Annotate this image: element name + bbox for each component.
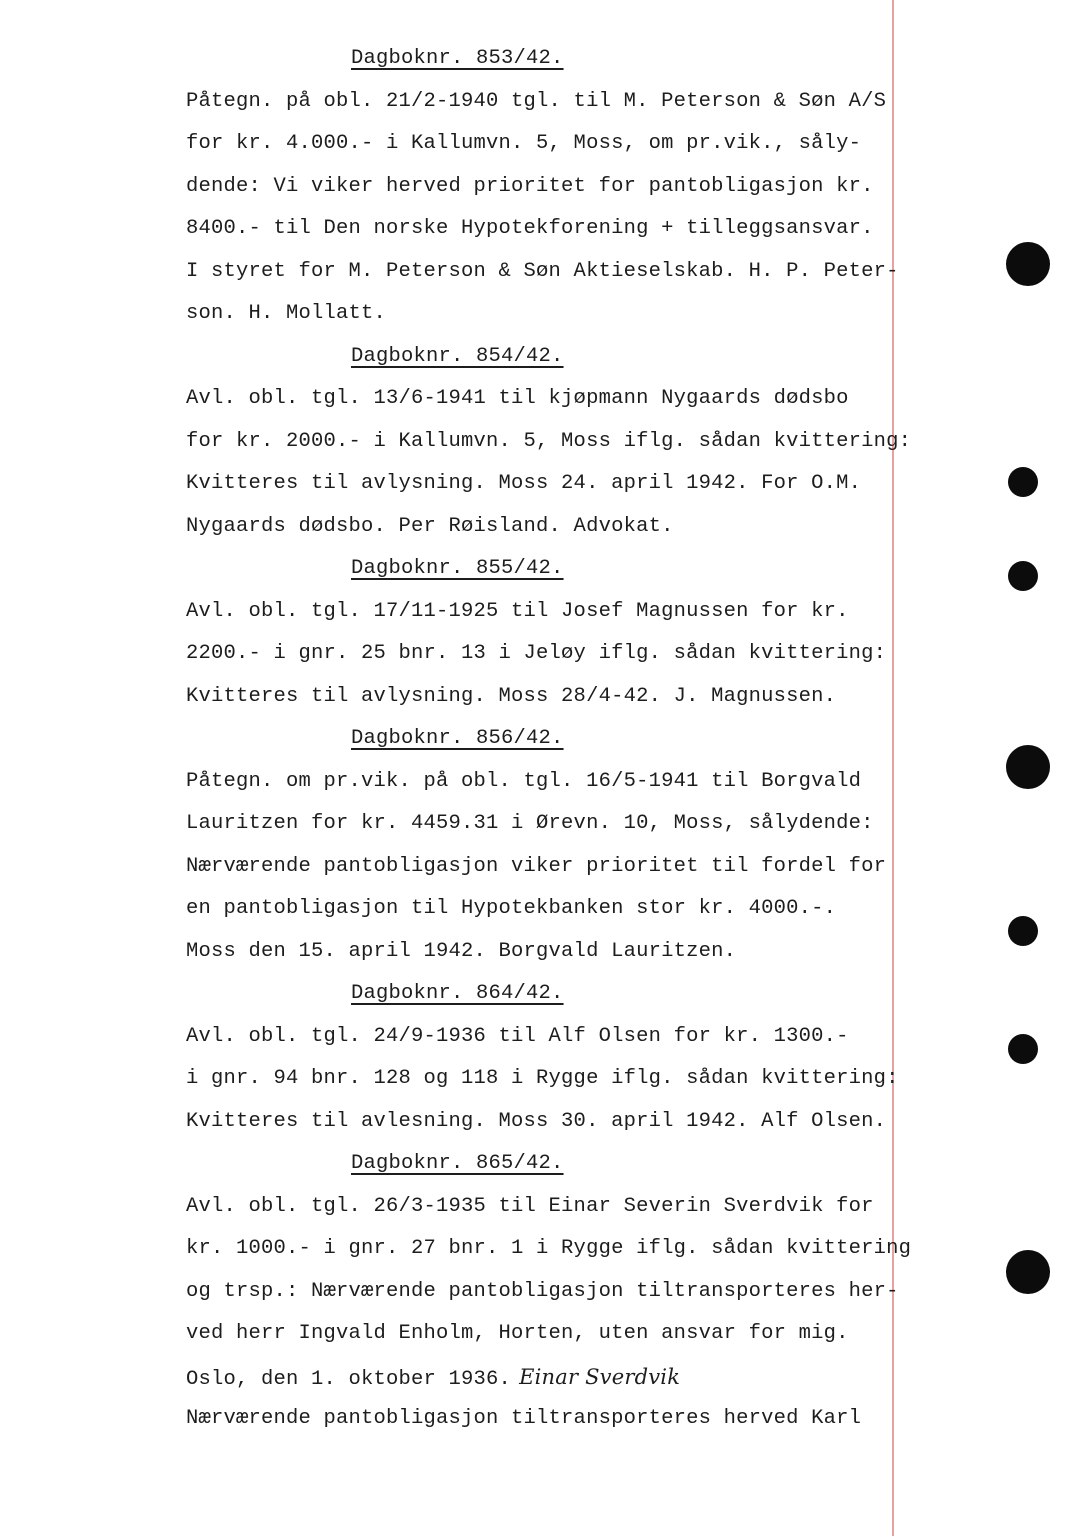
- entry-line: for kr. 2000.- i Kallumvn. 5, Moss iflg. sådan kvittering:: [186, 429, 912, 453]
- punch-hole-icon: [1006, 242, 1050, 286]
- entry-line: Nærværende pantobligasjon viker prioritet til fordel for: [186, 854, 887, 878]
- entry-line: son. H. Mollatt.: [186, 302, 387, 325]
- entry-line: dende: Vi viker herved prioritet for pantobligasjon kr.: [186, 174, 874, 198]
- entry-line-text: Oslo, den 1. oktober 1936.: [186, 1367, 512, 1391]
- punch-hole-icon: [1008, 561, 1038, 591]
- entry-heading: Dagboknr. 865/42.: [351, 1152, 564, 1175]
- entry-line: Moss den 15. april 1942. Borgvald Lauritzen.: [186, 939, 737, 963]
- entry-line: Påtegn. om pr.vik. på obl. tgl. 16/5-1941 til Borgvald: [186, 769, 862, 793]
- entry-line: Lauritzen for kr. 4459.31 i Ørevn. 10, Moss, sålydende:: [186, 812, 874, 835]
- entry-line: [186, 1356, 926, 1399]
- document-text: [186, 38, 926, 1441]
- entry-line: Nærværende pantobligasjon tiltransporteres herved Karl: [186, 1407, 862, 1430]
- entry-heading: Dagboknr. 854/42.: [351, 344, 564, 368]
- entry-line: Kvitteres til avlysning. Moss 28/4-42. J. Magnussen.: [186, 684, 837, 708]
- entry-line: i gnr. 94 bnr. 128 og 118 i Rygge iflg. sådan kvittering:: [186, 1067, 899, 1090]
- entry-line: for kr. 4.000.- i Kallumvn. 5, Moss, om pr.vik., såly-: [186, 132, 862, 155]
- punch-hole-icon: [1006, 745, 1050, 789]
- entry-line: en pantobligasjon til Hypotekbanken stor kr. 4000.-.: [186, 897, 837, 920]
- entry-line: Kvitteres til avlesning. Moss 30. april 1942. Alf Olsen.: [186, 1109, 887, 1133]
- entry-line: 8400.- til Den norske Hypotekforening + tilleggsansvar.: [186, 217, 874, 240]
- entry-line: ved herr Ingvald Enholm, Horten, uten ansvar for mig.: [186, 1322, 849, 1345]
- entry-line: Nygaards dødsbo. Per Røisland. Advokat.: [186, 514, 674, 538]
- entry-line: og trsp.: Nærværende pantobligasjon tiltransporteres her-: [186, 1279, 899, 1303]
- punch-hole-icon: [1008, 916, 1038, 946]
- entry-line: 2200.- i gnr. 25 bnr. 13 i Jeløy iflg. sådan kvittering:: [186, 642, 887, 665]
- entry-line: Avl. obl. tgl. 13/6-1941 til kjøpmann Nygaards dødsbo: [186, 387, 849, 410]
- entry-heading: Dagboknr. 864/42.: [351, 982, 564, 1005]
- handwritten-signature: Einar Sverdvik: [519, 1364, 681, 1389]
- entry-line: Avl. obl. tgl. 17/11-1925 til Josef Magnussen for kr.: [186, 599, 849, 623]
- punch-hole-icon: [1006, 1250, 1050, 1294]
- punch-hole-icon: [1008, 1034, 1038, 1064]
- entry-line: I styret for M. Peterson & Søn Aktieselskab. H. P. Peter-: [186, 259, 899, 283]
- punch-hole-icon: [1008, 467, 1038, 497]
- entry-line: kr. 1000.- i gnr. 27 bnr. 1 i Rygge iflg. sådan kvittering: [186, 1237, 912, 1260]
- entry-line: Påtegn. på obl. 21/2-1940 tgl. til M. Peterson & Søn A/S: [186, 89, 887, 113]
- entry-line: Kvitteres til avlysning. Moss 24. april 1942. For O.M.: [186, 472, 862, 495]
- entry-heading: Dagboknr. 856/42.: [351, 727, 564, 750]
- entry-heading: Dagboknr. 853/42.: [351, 47, 564, 70]
- entry-line: Avl. obl. tgl. 26/3-1935 til Einar Severin Sverdvik for: [186, 1194, 874, 1218]
- entry-heading: Dagboknr. 855/42.: [351, 557, 564, 580]
- entry-line: Avl. obl. tgl. 24/9-1936 til Alf Olsen for kr. 1300.-: [186, 1024, 849, 1048]
